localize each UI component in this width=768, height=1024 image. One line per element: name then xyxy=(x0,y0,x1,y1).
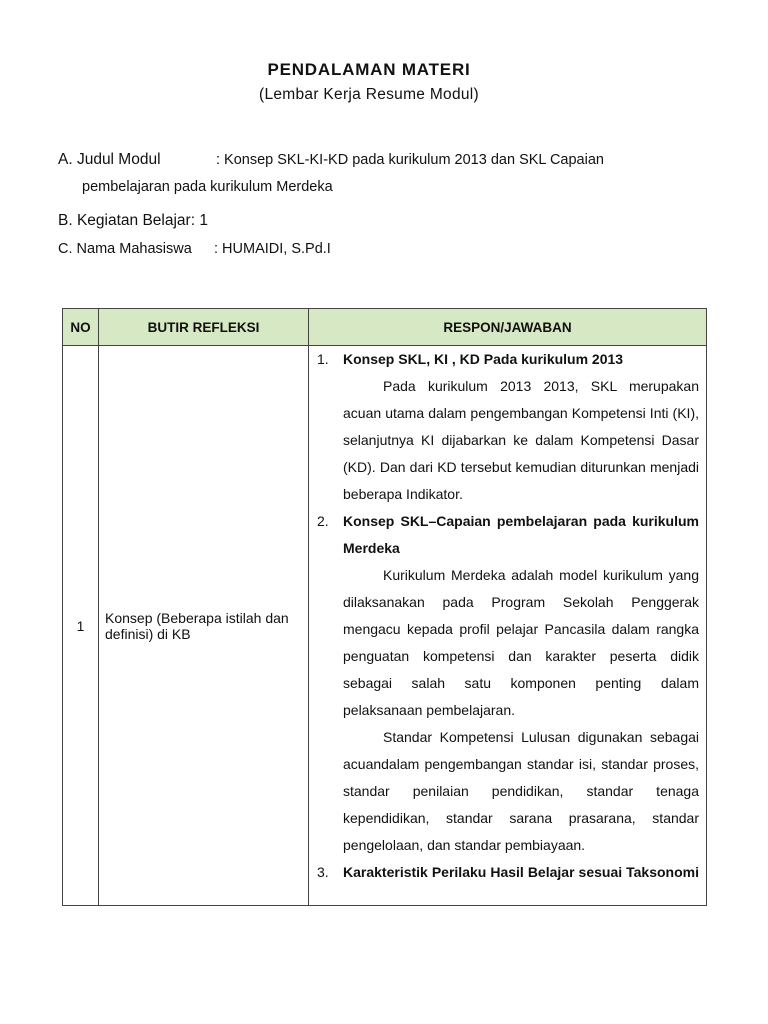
judul-modul-label: A. Judul Modul xyxy=(58,151,161,168)
judul-modul-line xyxy=(58,151,604,169)
table-row xyxy=(63,346,707,906)
item-paragraph xyxy=(343,562,699,724)
page-title: PENDALAMAN MATERI xyxy=(267,60,471,79)
item-heading: Konsep SKL–Capaian pembelajaran pada kurikulum Merdeka xyxy=(343,513,699,556)
item-heading: Konsep SKL, KI , KD Pada kurikulum 2013 xyxy=(343,351,624,367)
judul-modul-continuation: pembelajaran pada kurikulum Merdeka xyxy=(82,179,333,195)
kegiatan-belajar-value: : 1 xyxy=(190,212,208,229)
response-item-1 xyxy=(317,346,699,373)
response-item-3 xyxy=(317,859,699,886)
row-no: 1 xyxy=(63,346,99,906)
nama-mahasiswa-value: : HUMAIDI, S.Pd.I xyxy=(214,241,331,257)
kegiatan-belajar-line xyxy=(58,212,208,230)
item-paragraph xyxy=(343,724,699,859)
reflection-table xyxy=(62,308,707,906)
header-respon-jawaban: RESPON/JAWABAN xyxy=(309,309,707,346)
nama-mahasiswa-label: C. Nama Mahasiswa xyxy=(58,241,192,257)
nama-mahasiswa-line xyxy=(58,240,331,257)
paragraph-text: Pada kurikulum 2013 2013, SKL merupakan acuan utama dalam pengembangan Kompetensi Inti (KI), selanjutnya KI dijabarkan ke dalam Kompetensi Dasar (KD). Dan dari KD tersebut kemudian diturunkan menjadi beberapa Indikator. xyxy=(343,378,699,502)
item-number: 1. xyxy=(317,351,329,367)
item-heading: Karakteristik Perilaku Hasil Belajar sesuai Taksonomi xyxy=(343,864,699,880)
item-number: 3. xyxy=(317,864,329,880)
table-header-row xyxy=(63,309,707,346)
paragraph-text: Kurikulum Merdeka adalah model kurikulum yang dilaksanakan pada Program Sekolah Penggerak mengacu kepada profil pelajar Pancasila dalam rangka penguatan kompetensi dan karakter peserta didik sebagai salah satu komponen penting dalam pelaksanaan pembelajaran. xyxy=(343,567,699,718)
header-no: NO xyxy=(63,309,99,346)
item-number: 2. xyxy=(317,513,329,529)
item-paragraph xyxy=(343,373,699,508)
row-butir: Konsep (Beberapa istilah dan definisi) di KB xyxy=(99,346,309,906)
header-butir-refleksi: BUTIR REFLEKSI xyxy=(99,309,309,346)
page-subtitle: (Lembar Kerja Resume Modul) xyxy=(258,86,479,103)
response-item-2 xyxy=(317,508,699,562)
judul-modul-value: : Konsep SKL-KI-KD pada kurikulum 2013 dan SKL Capaian xyxy=(216,152,604,168)
row-response xyxy=(309,346,707,906)
paragraph-text: Standar Kompetensi Lulusan digunakan sebagai acuandalam pengembangan standar isi, standar proses, standar penilaian pendidikan, standar tenaga kependidikan, standar sarana prasarana, standar pengelolaan, dan standar pembiayaan. xyxy=(343,729,699,853)
kegiatan-belajar-label: B. Kegiatan Belajar xyxy=(58,212,191,229)
